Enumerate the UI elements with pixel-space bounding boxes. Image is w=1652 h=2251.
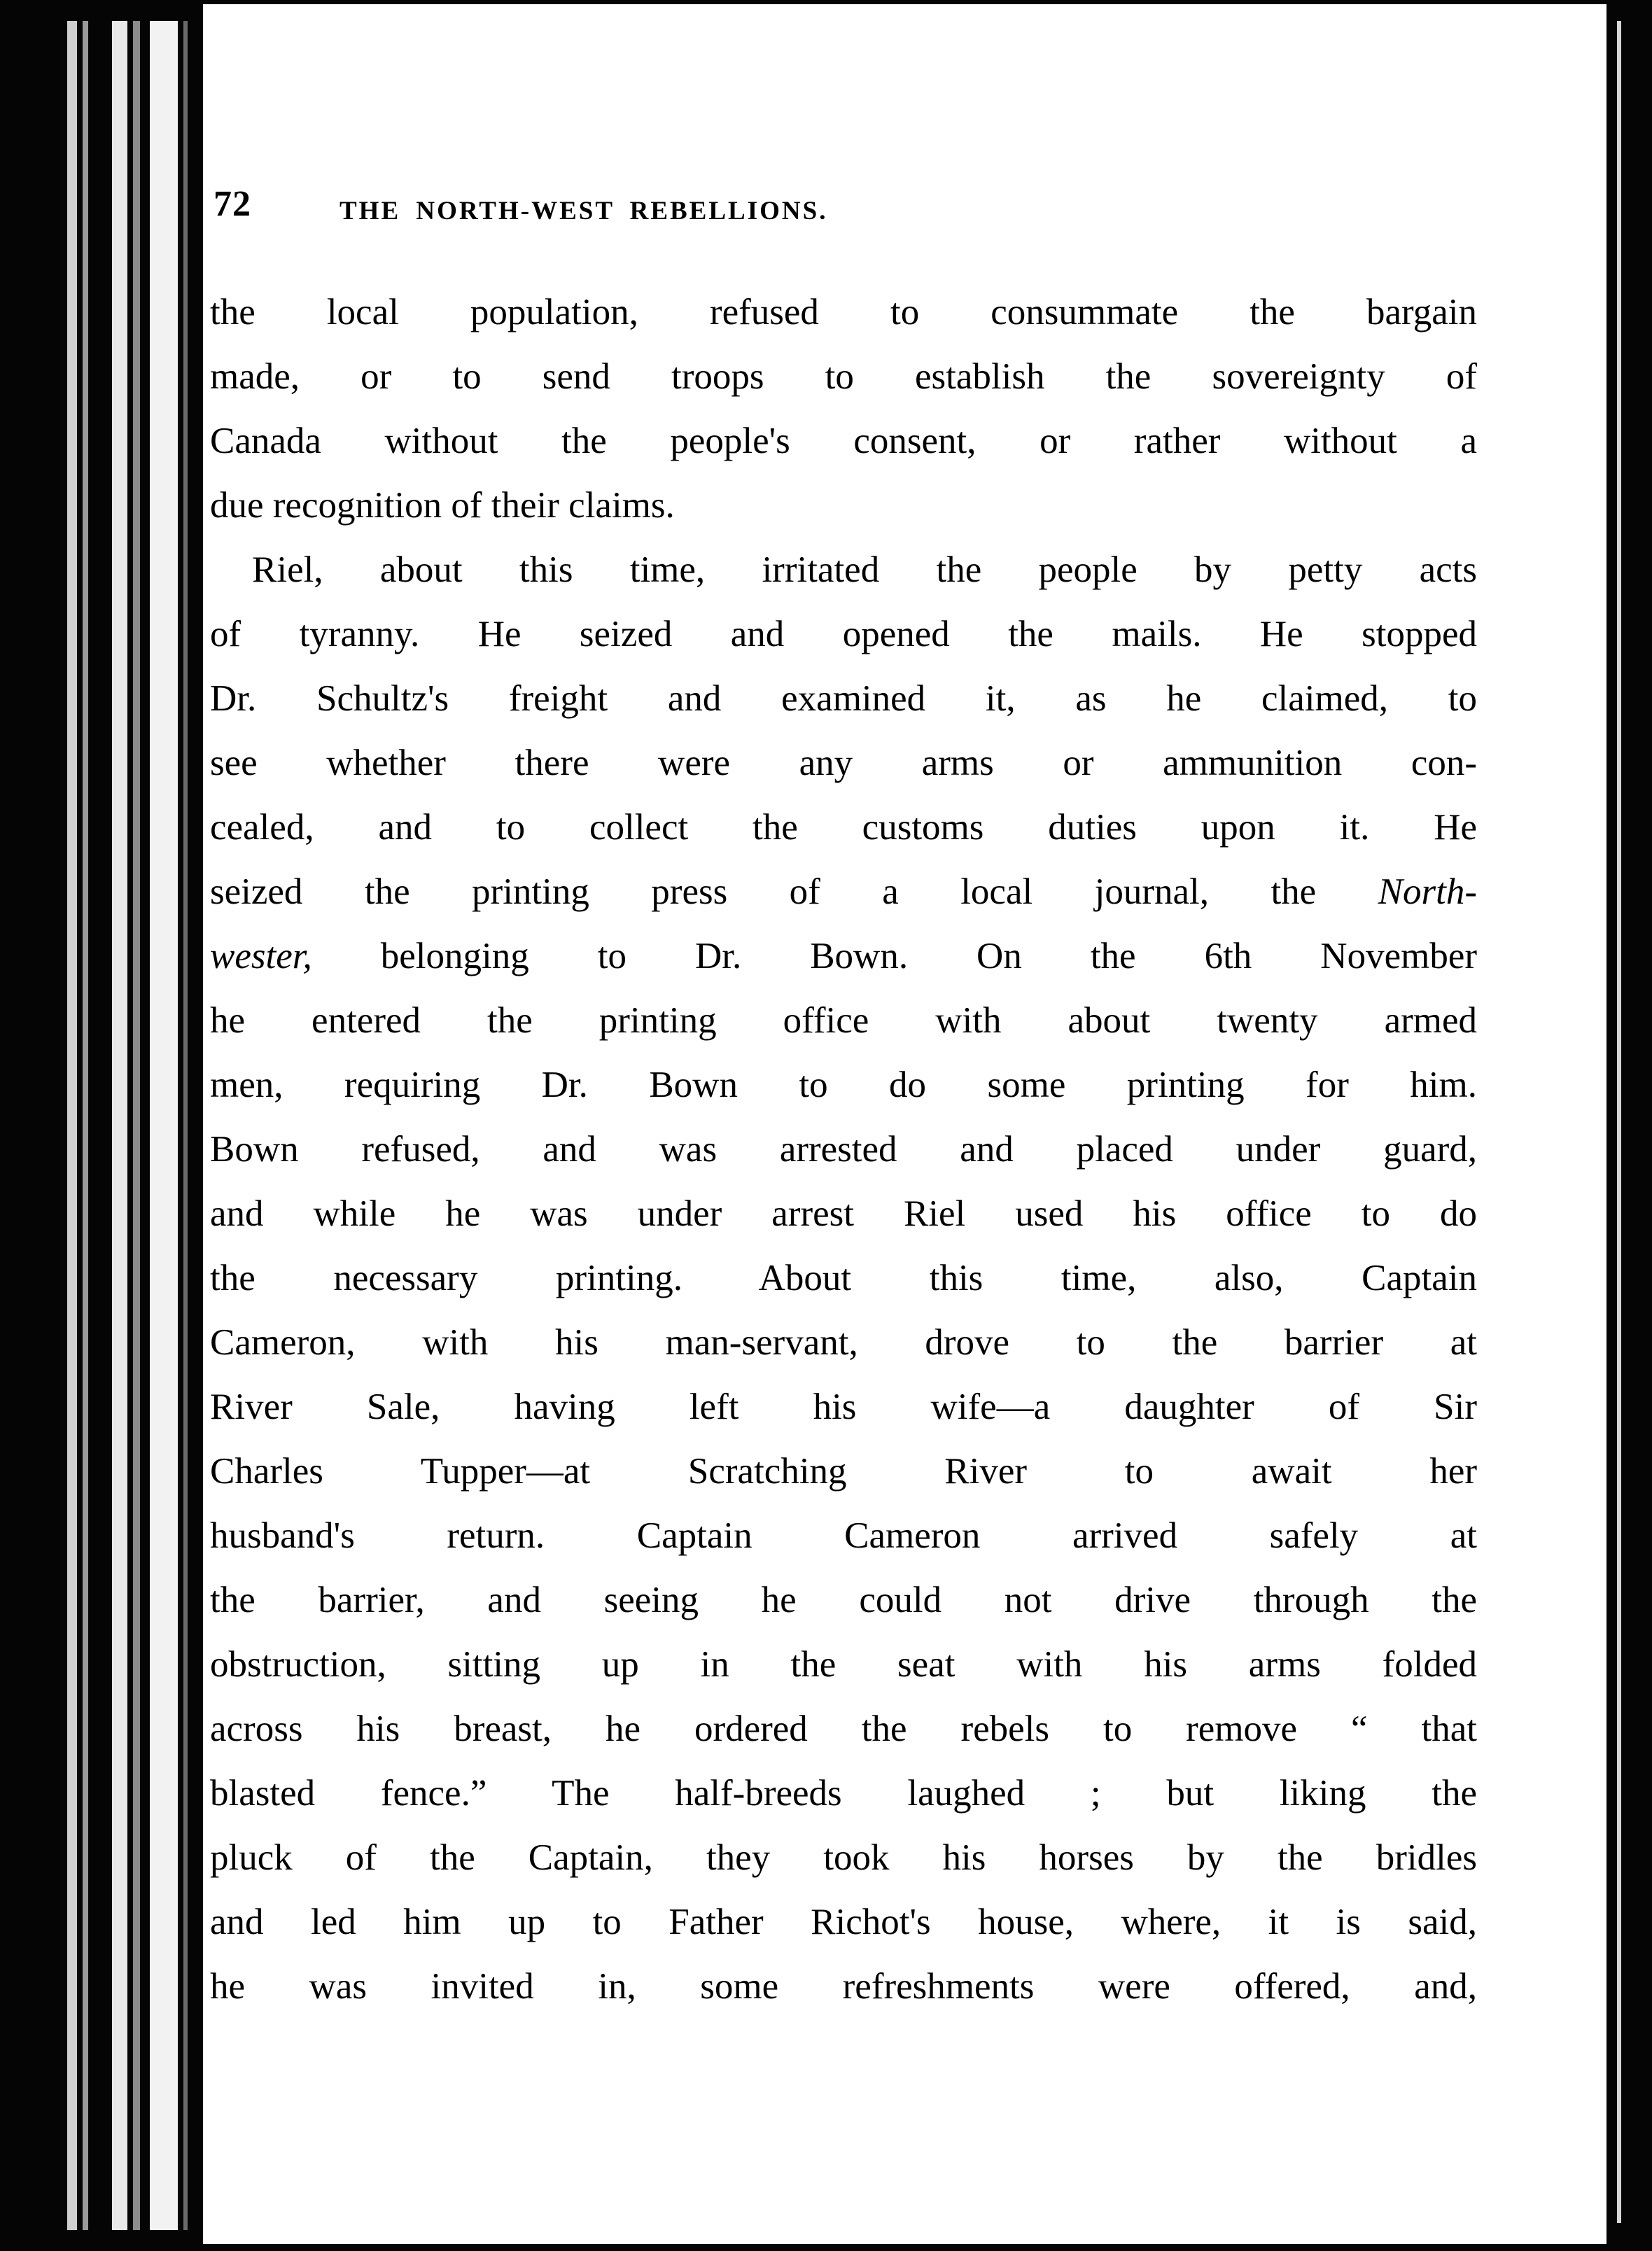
text-line: he was invited in, some refreshments were offered, and, <box>210 1966 1477 2007</box>
text-line: the local population, refused to consummate the bargain <box>210 292 1477 332</box>
page-edge <box>83 21 88 2230</box>
text-line: the barrier, and seeing he could not drive through the <box>210 1580 1477 1620</box>
page-edge <box>112 21 127 2230</box>
text-line: see whether there were any arms or ammunition con- <box>210 743 1477 783</box>
text-line: husband's return. Captain Cameron arrived safely at <box>210 1515 1477 1556</box>
page-edge <box>133 21 140 2230</box>
page-number: 72 <box>214 184 251 224</box>
facing-page-edge <box>1617 21 1621 2223</box>
page-edge <box>67 21 77 2230</box>
body-text <box>210 280 1477 2019</box>
page-header <box>214 183 1278 239</box>
text-line: pluck of the Captain, they took his horses by the bridles <box>210 1837 1477 1878</box>
page-edge <box>150 21 178 2230</box>
text-line: cealed, and to collect the customs duties upon it. He <box>210 807 1477 848</box>
text-line: Canada without the people's consent, or rather without a <box>210 421 1477 461</box>
text-line: made, or to send troops to establish the sovereignty of <box>210 356 1477 397</box>
text-line: across his breast, he ordered the rebels to remove “ that <box>210 1709 1477 1749</box>
text-line: Charles Tupper—at Scratching River to await her <box>210 1451 1477 1492</box>
text-line: and led him up to Father Richot's house, where, it is said, <box>210 1902 1477 1942</box>
running-head: THE NORTH-WEST REBELLIONS. <box>340 197 828 225</box>
journal-title-part: wester, <box>210 936 312 976</box>
text-line: River Sale, having left his wife—a daughter of Sir <box>210 1387 1477 1427</box>
page-edge <box>183 21 188 2230</box>
journal-title-part: North- <box>1378 871 1477 912</box>
text-segment: seized the printing press of a local journal, the <box>210 871 1317 912</box>
text-line: men, requiring Dr. Bown to do some printing for him. <box>210 1065 1477 1105</box>
text-line: Riel, about this time, irritated the people by petty acts <box>252 549 1477 590</box>
text-line: blasted fence.” The half-breeds laughed ; but liking the <box>210 1773 1477 1814</box>
text-line: Bown refused, and was arrested and placed under guard, <box>210 1129 1477 1170</box>
text-line: the necessary printing. About this time, also, Captain <box>210 1258 1477 1298</box>
text-line: of tyranny. He seized and opened the mails. He stopped <box>210 614 1477 654</box>
text-line: obstruction, sitting up in the seat with his arms folded <box>210 1644 1477 1685</box>
text-line: he entered the printing office with about twenty armed <box>210 1000 1477 1041</box>
text-segment: belonging to Dr. Bown. On the 6th November <box>380 936 1477 976</box>
text-line: Dr. Schultz's freight and examined it, as he claimed, to <box>210 678 1477 719</box>
text-line: Cameron, with his man-servant, drove to the barrier at <box>210 1322 1477 1363</box>
text-line: due recognition of their claims. <box>210 485 675 526</box>
text-line <box>210 860 1477 924</box>
text-line <box>210 924 1477 988</box>
text-line: and while he was under arrest Riel used his office to do <box>210 1193 1477 1234</box>
